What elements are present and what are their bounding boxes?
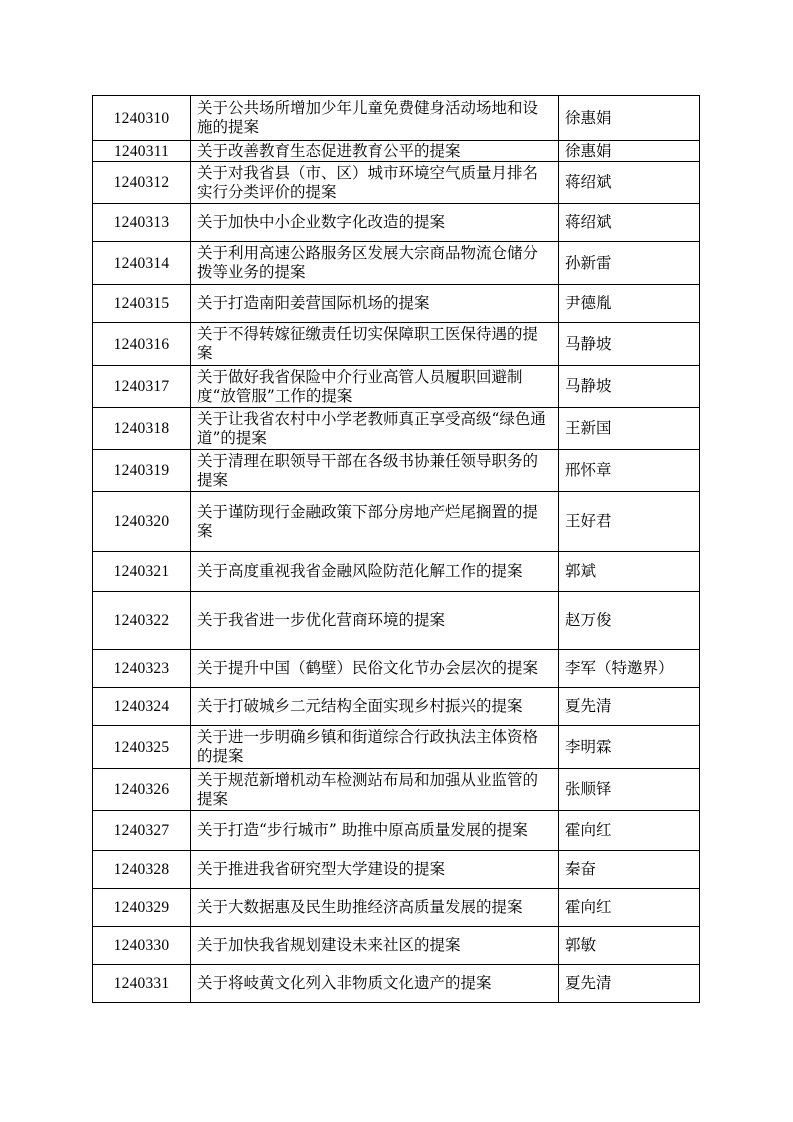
proposer-name: 尹德胤 xyxy=(559,285,700,323)
table-row xyxy=(93,141,700,162)
table-row xyxy=(93,366,700,408)
proposal-number: 1240314 xyxy=(93,242,191,285)
proposer-name: 李明霖 xyxy=(559,726,700,769)
table-row xyxy=(93,285,700,323)
proposal-title: 关于推进我省研究型大学建设的提案 xyxy=(191,851,559,889)
proposal-title: 关于对我省县（市、区）城市环境空气质量月排名实行分类评价的提案 xyxy=(191,162,559,204)
table-row xyxy=(93,450,700,492)
proposer-name: 霍向红 xyxy=(559,889,700,927)
table-row xyxy=(93,408,700,450)
proposer-name: 郭敏 xyxy=(559,927,700,965)
proposal-title: 关于让我省农村中小学老教师真正享受高级“绿色通道”的提案 xyxy=(191,408,559,450)
proposal-number: 1240310 xyxy=(93,96,191,141)
table-row xyxy=(93,889,700,927)
proposal-number: 1240313 xyxy=(93,204,191,242)
proposer-name: 夏先清 xyxy=(559,688,700,726)
proposal-title: 关于我省进一步优化营商环境的提案 xyxy=(191,592,559,650)
proposal-title: 关于进一步明确乡镇和街道综合行政执法主体资格的提案 xyxy=(191,726,559,769)
proposal-number: 1240326 xyxy=(93,769,191,811)
proposer-name: 蒋绍斌 xyxy=(559,204,700,242)
proposer-name: 李军（特邀界） xyxy=(559,650,700,688)
proposer-name: 夏先清 xyxy=(559,965,700,1003)
proposal-table xyxy=(92,95,700,1003)
proposer-name: 王好君 xyxy=(559,492,700,552)
table-row xyxy=(93,927,700,965)
proposal-number: 1240317 xyxy=(93,366,191,408)
proposal-title: 关于加快我省规划建设未来社区的提案 xyxy=(191,927,559,965)
proposal-number: 1240322 xyxy=(93,592,191,650)
proposer-name: 霍向红 xyxy=(559,811,700,851)
proposal-title: 关于改善教育生态促进教育公平的提案 xyxy=(191,141,559,162)
proposal-title: 关于将岐黄文化列入非物质文化遗产的提案 xyxy=(191,965,559,1003)
table-row xyxy=(93,96,700,141)
proposer-name: 徐惠娟 xyxy=(559,141,700,162)
proposal-title: 关于大数据惠及民生助推经济高质量发展的提案 xyxy=(191,889,559,927)
table-row xyxy=(93,492,700,552)
proposal-number: 1240318 xyxy=(93,408,191,450)
proposal-title: 关于打破城乡二元结构全面实现乡村振兴的提案 xyxy=(191,688,559,726)
proposal-title: 关于规范新增机动车检测站布局和加强从业监管的提案 xyxy=(191,769,559,811)
table-row xyxy=(93,162,700,204)
proposer-name: 马静坡 xyxy=(559,323,700,366)
proposer-name: 孙新雷 xyxy=(559,242,700,285)
table-row xyxy=(93,769,700,811)
proposal-number: 1240315 xyxy=(93,285,191,323)
proposer-name: 邢怀章 xyxy=(559,450,700,492)
proposal-number: 1240328 xyxy=(93,851,191,889)
table-row xyxy=(93,323,700,366)
proposal-title: 关于加快中小企业数字化改造的提案 xyxy=(191,204,559,242)
table-row xyxy=(93,726,700,769)
proposer-name: 徐惠娟 xyxy=(559,96,700,141)
proposal-title: 关于打造“步行城市” 助推中原高质量发展的提案 xyxy=(191,811,559,851)
proposal-number: 1240312 xyxy=(93,162,191,204)
table-row xyxy=(93,552,700,592)
proposal-number: 1240321 xyxy=(93,552,191,592)
table-row xyxy=(93,592,700,650)
proposer-name: 赵万俊 xyxy=(559,592,700,650)
proposer-name: 郭斌 xyxy=(559,552,700,592)
proposer-name: 马静坡 xyxy=(559,366,700,408)
proposal-number: 1240320 xyxy=(93,492,191,552)
proposal-title: 关于提升中国（鹤壁）民俗文化节办会层次的提案 xyxy=(191,650,559,688)
table-row xyxy=(93,851,700,889)
proposer-name: 张顺铎 xyxy=(559,769,700,811)
table-row xyxy=(93,688,700,726)
proposer-name: 蒋绍斌 xyxy=(559,162,700,204)
proposal-number: 1240330 xyxy=(93,927,191,965)
table-row xyxy=(93,650,700,688)
proposal-number: 1240319 xyxy=(93,450,191,492)
proposal-title: 关于公共场所增加少年儿童免费健身活动场地和设施的提案 xyxy=(191,96,559,141)
proposal-number: 1240316 xyxy=(93,323,191,366)
proposer-name: 王新国 xyxy=(559,408,700,450)
table-row xyxy=(93,204,700,242)
table-row xyxy=(93,811,700,851)
proposal-number: 1240327 xyxy=(93,811,191,851)
table-row xyxy=(93,965,700,1003)
proposal-number: 1240325 xyxy=(93,726,191,769)
proposal-number: 1240329 xyxy=(93,889,191,927)
proposer-name: 秦奋 xyxy=(559,851,700,889)
proposal-title: 关于清理在职领导干部在各级书协兼任领导职务的提案 xyxy=(191,450,559,492)
proposal-title: 关于高度重视我省金融风险防范化解工作的提案 xyxy=(191,552,559,592)
proposal-number: 1240324 xyxy=(93,688,191,726)
proposal-number: 1240331 xyxy=(93,965,191,1003)
proposal-title: 关于做好我省保险中介行业高管人员履职回避制度“放管服”工作的提案 xyxy=(191,366,559,408)
proposal-number: 1240323 xyxy=(93,650,191,688)
table-row xyxy=(93,242,700,285)
proposal-title: 关于谨防现行金融政策下部分房地产烂尾搁置的提案 xyxy=(191,492,559,552)
proposal-title: 关于利用高速公路服务区发展大宗商品物流仓储分拨等业务的提案 xyxy=(191,242,559,285)
proposal-title: 关于不得转嫁征缴责任切实保障职工医保待遇的提案 xyxy=(191,323,559,366)
proposal-number: 1240311 xyxy=(93,141,191,162)
proposal-title: 关于打造南阳姜营国际机场的提案 xyxy=(191,285,559,323)
